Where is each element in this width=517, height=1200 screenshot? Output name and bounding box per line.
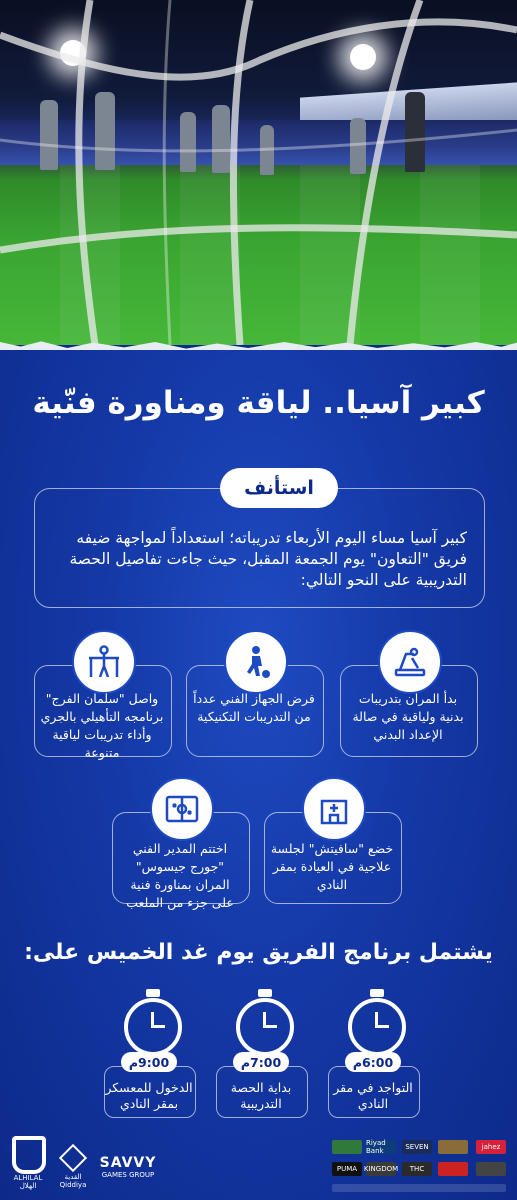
sponsor-logo — [438, 1140, 468, 1154]
alhilal-logo — [12, 1136, 44, 1194]
schedule-time: 9:00م — [121, 1052, 177, 1072]
qiddiya-mark-icon — [59, 1144, 87, 1172]
sponsor-logo: Riyad Bank — [366, 1140, 396, 1154]
goal-net — [0, 0, 517, 345]
sponsor-logo: KINGDOM — [366, 1162, 396, 1176]
sponsor-logo: THC — [402, 1162, 432, 1176]
schedule-label: بداية الحصة التدريبية — [230, 1080, 292, 1111]
schedule-time: 6:00م — [345, 1052, 401, 1072]
club-name-ar: الهلال — [19, 1182, 37, 1190]
card-rehab-text: واصل "سلمان الفرج" برنامجه التأهيلي بالجري وأداء تدريبات لياقية متنوعة — [40, 691, 164, 760]
clinic-icon — [302, 777, 366, 841]
sponsor-logo: SEVEN — [402, 1140, 432, 1154]
header-photo — [0, 0, 517, 345]
sponsor-logo — [476, 1162, 506, 1176]
clock-icon — [236, 998, 294, 1056]
clock-icon — [124, 998, 182, 1056]
sponsor-logo: jahez — [476, 1140, 506, 1154]
schedule-label: التواجد في مقر النادي — [333, 1080, 413, 1111]
hilal-crest-icon — [12, 1136, 46, 1174]
tactics-board-icon — [150, 777, 214, 841]
fitness-machine-icon — [378, 630, 442, 694]
schedule-time: 7:00م — [233, 1052, 289, 1072]
page-title: كبير آسيا.. لياقة ومناورة فنّية — [32, 385, 485, 421]
card-clinic-text: خضع "سافيتش" لجلسة علاجية في العيادة بمقر النادي — [270, 841, 394, 892]
sponsor-logo: PUMA — [332, 1162, 362, 1176]
card-fitness-text: بدأ المران بتدريبات بدنية ولياقية في صالة الإعداد البدني — [352, 691, 464, 742]
card-tactics-text: اختتم المدير الفني "جورج جيسوس" المران بمناورة فنية على جزء من الملعب — [126, 841, 234, 910]
sponsor-logo — [438, 1162, 468, 1176]
club-name-en: ALHILAL — [13, 1174, 43, 1182]
schedule-label: الدخول للمعسكر بمقر النادي — [105, 1080, 193, 1111]
sponsor-strip — [332, 1184, 506, 1192]
schedule-title: يشتمل برنامج الفريق يوم غد الخميس على: — [24, 940, 493, 965]
clock-icon — [348, 998, 406, 1056]
intro-text: كبير آسيا مساء اليوم الأربعاء تدريباته؛ استعداداً لمواجهة ضيفه فريق "التعاون" يوم الجمعة المقبل، حيث جاءت تفاصيل الحصة التدريبية على النحو التالي: — [69, 529, 467, 589]
rehab-parallel-bars-icon — [72, 630, 136, 694]
sponsor-logo — [332, 1140, 362, 1154]
intro-pill: استأنف — [220, 468, 338, 508]
football-player-icon — [224, 630, 288, 694]
savvy-logo: SAVVY GAMES GROUP — [99, 1155, 157, 1179]
qiddiya-logo: القدية Qiddiya — [58, 1148, 88, 1189]
card-technical-text: فرض الجهاز الفني عدداً من التدريبات التكنيكية — [193, 691, 315, 724]
